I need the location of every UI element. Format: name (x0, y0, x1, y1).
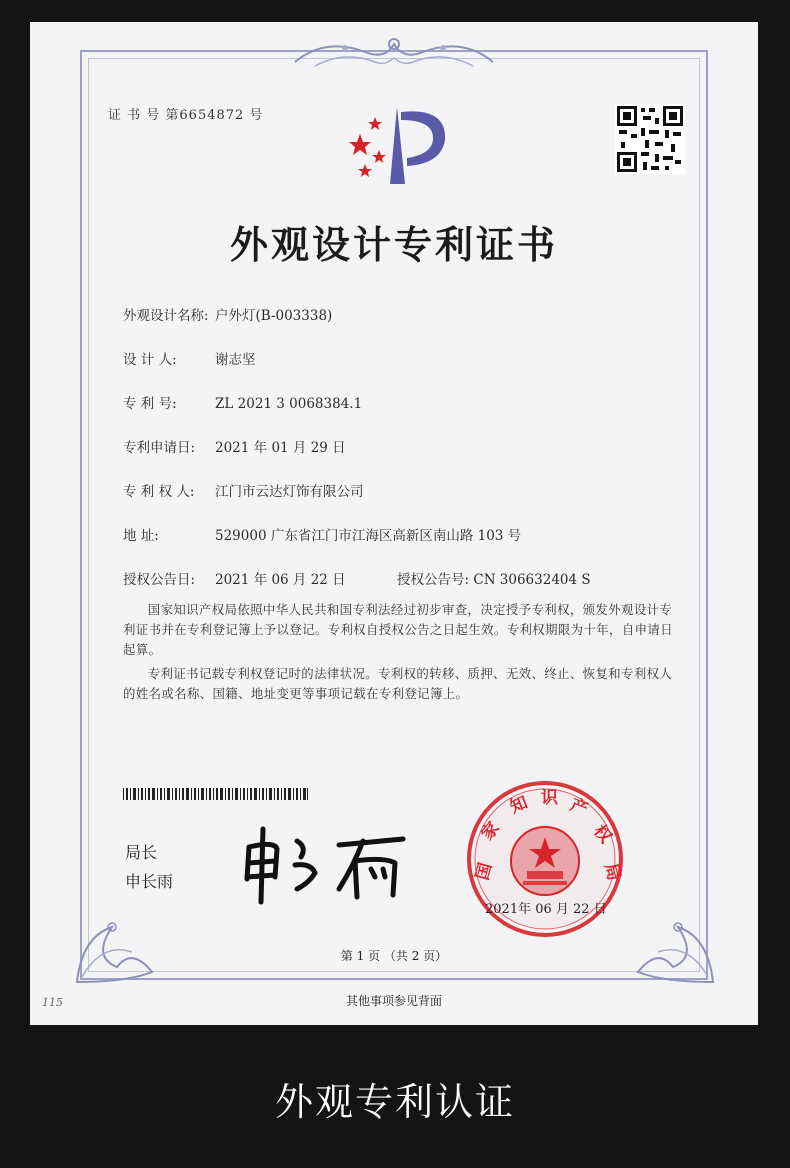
field-label: 地 址: (123, 528, 159, 544)
top-ornament (285, 32, 503, 74)
field-label: 外观设计名称: (123, 308, 209, 324)
field-grant-date (123, 568, 346, 588)
page-caption: 外观专利认证 (274, 1080, 515, 1124)
svg-text:家: 家 (477, 818, 504, 845)
field-patent-number (123, 392, 362, 412)
signatory-title: 局长 (125, 843, 158, 862)
field-value: 谢志坚 (215, 352, 256, 368)
field-label: 授权公告日: (123, 572, 196, 588)
field-label: 专 利 号: (123, 396, 177, 412)
field-address (123, 524, 521, 544)
field-value: 户外灯(B-003338) (215, 308, 333, 324)
field-application-date (123, 436, 346, 456)
field-value: 江门市云达灯饰有限公司 (215, 484, 364, 500)
barcode (123, 788, 308, 800)
svg-text:国: 国 (472, 860, 497, 883)
handwritten-signature (235, 817, 415, 907)
field-value: 529000 广东省江门市江海区高新区南山路 103 号 (215, 528, 522, 544)
field-label: 专 利 权 人: (123, 484, 195, 500)
field-patentee (123, 480, 364, 500)
signatory-name: 申长雨 (125, 872, 174, 891)
bottom-left-ornament (72, 877, 182, 987)
grant-statement: 国家知识产权局依照中华人民共和国专利法经过初步审查，决定授予专利权，颁发外观设计专利证书并在专利登记簿上予以登记。专利权自授权公告之日起生效。专利权期限为十年，自申请日起算。 (123, 602, 673, 657)
field-value: ZL 2021 3 0068384.1 (215, 396, 363, 412)
svg-text:识: 识 (541, 788, 558, 808)
certificate-title: 外观设计专利证书 (229, 222, 558, 267)
svg-text:权: 权 (589, 821, 616, 848)
field-designer (123, 348, 256, 368)
page-number: 第 1 页 （共 2 页） (340, 949, 448, 963)
field-announce-number (397, 568, 591, 588)
legal-status-statement: 专利证书记载专利权登记时的法律状况。专利权的转移、质押、无效、终止、恢复和专利权人的姓名或名称、国籍、地址变更等事项记载在专利登记簿上。 (123, 666, 673, 701)
pencil-mark: 115 (42, 996, 63, 1009)
back-note: 其他事项参见背面 (345, 994, 442, 1008)
certificate-paper (30, 22, 758, 1025)
svg-text:知: 知 (507, 792, 531, 818)
qr-code (615, 104, 685, 174)
field-value: 2021 年 06 月 22 日 (215, 572, 346, 588)
field-label: 设 计 人: (123, 352, 177, 368)
svg-text:局: 局 (600, 861, 624, 883)
cnipa-logo (335, 102, 455, 192)
field-design-name (123, 304, 332, 324)
certificate-number: 证 书 号 第6654872 号 (108, 108, 264, 123)
seal-date: 2021年 06 月 22 日 (485, 902, 607, 917)
field-label: 专利申请日: (123, 440, 196, 456)
field-value: 2021 年 01 月 29 日 (215, 440, 346, 456)
field-value: CN 306632404 S (473, 572, 591, 588)
svg-text:产: 产 (567, 795, 591, 821)
field-label: 授权公告号: (397, 572, 470, 588)
